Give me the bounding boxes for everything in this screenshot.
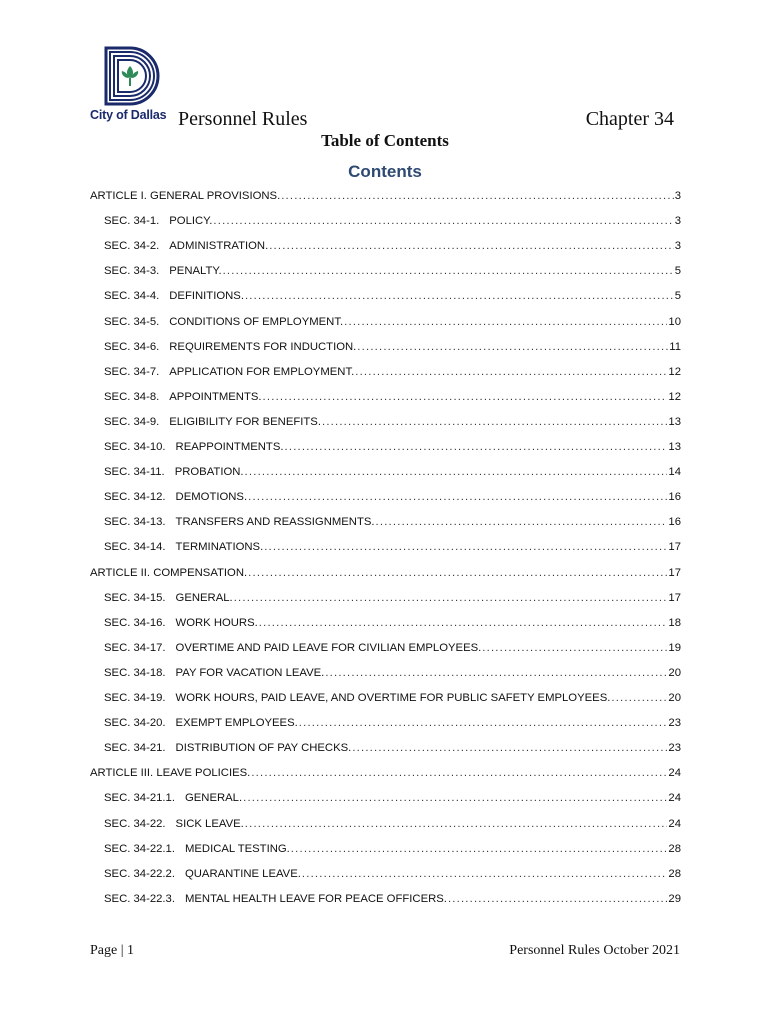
toc-entry-page: 13 <box>668 441 681 453</box>
toc-entry-number: SEC. 34-4. <box>104 290 160 303</box>
toc-entry-page: 16 <box>668 516 681 529</box>
toc-entry-page: 14 <box>668 466 681 479</box>
toc-entry[interactable] <box>90 893 681 911</box>
contents-heading: Contents <box>348 162 422 181</box>
toc-entry-page: 12 <box>668 390 681 403</box>
toc-leader-dots <box>251 767 667 779</box>
toc-entry-title: ARTICLE I. GENERAL PROVISIONS. <box>90 190 281 202</box>
toc-entry[interactable] <box>90 366 681 384</box>
toc-entry-page: 3 <box>674 190 681 202</box>
toc-entry-number: SEC. 34-9. <box>104 415 160 428</box>
footer-edition: Personnel Rules October 2021 <box>509 943 680 958</box>
toc-entry[interactable] <box>90 792 681 810</box>
toc-entry[interactable] <box>90 391 681 409</box>
toc-leader-dots <box>355 366 667 378</box>
toc-entry-title: PENALTY. <box>169 265 222 278</box>
toc-entry-page: 5 <box>674 265 681 278</box>
toc-leader-dots <box>263 391 668 403</box>
toc-entry-number: SEC. 34-18. <box>104 666 166 679</box>
toc-entry[interactable] <box>90 416 681 434</box>
toc-leader-dots <box>357 341 668 353</box>
toc-entry-title: QUARANTINE LEAVE. <box>184 867 301 880</box>
toc-entry[interactable] <box>90 215 681 233</box>
toc-entry-title: ARTICLE II. COMPENSATION. <box>90 566 248 579</box>
document-title: Personnel Rules <box>178 108 308 130</box>
toc-entry-number: SEC. 34-22.1. <box>104 842 175 855</box>
toc-leader-dots <box>281 190 673 202</box>
toc-entry-title: REQUIREMENTS FOR INDUCTION. <box>169 340 357 353</box>
toc-entry-title: WORK HOURS, PAID LEAVE, AND OVERTIME FOR PUBLIC SAFETY EMPLOYEES. <box>175 692 611 704</box>
city-of-dallas-logo-icon <box>100 44 164 108</box>
toc-entry[interactable] <box>90 617 681 635</box>
toc-entry-page: 12 <box>668 365 681 378</box>
toc-leader-dots <box>245 466 668 478</box>
toc-entry-number: SEC. 34-21. <box>104 742 166 755</box>
toc-entry[interactable] <box>90 868 681 886</box>
toc-entry-number: SEC. 34-13. <box>104 516 166 529</box>
toc-entry-title: REAPPOINTMENTS. <box>175 441 284 453</box>
toc-entry[interactable] <box>90 316 681 334</box>
page-number: Page | 1 <box>90 943 135 958</box>
toc-entry-title: PROBATION. <box>174 466 244 479</box>
toc-entry-title: GENERAL. <box>184 792 243 805</box>
toc-entry-page: 29 <box>668 892 681 905</box>
toc-entry-page: 10 <box>668 315 681 328</box>
toc-leader-dots <box>376 516 668 528</box>
toc-leader-dots <box>299 717 668 729</box>
toc-leader-dots <box>213 215 673 227</box>
toc-entry-number: SEC. 34-17. <box>104 641 166 654</box>
toc-entry[interactable] <box>90 818 681 836</box>
toc-entry-page: 13 <box>668 415 681 428</box>
toc-entry-number: SEC. 34-3. <box>104 265 160 278</box>
toc-entry[interactable] <box>90 466 681 484</box>
toc-entry-number: SEC. 34-22.2. <box>104 867 175 880</box>
toc-entry-number: SEC. 34-2. <box>104 240 160 253</box>
toc-entry-page: 17 <box>668 591 681 604</box>
toc-entry[interactable] <box>90 265 681 283</box>
toc-entry-page: 5 <box>674 290 681 303</box>
toc-leader-dots <box>352 742 667 754</box>
toc-entry[interactable] <box>90 742 681 760</box>
toc-entry-title: DEMOTIONS. <box>175 491 248 504</box>
toc-entry-title: SICK LEAVE. <box>175 817 244 830</box>
toc-leader-dots <box>611 692 667 704</box>
toc-entry-page: 20 <box>668 692 681 704</box>
toc-entry-number: SEC. 34-1. <box>104 215 160 228</box>
toc-entry-title: GENERAL. <box>175 591 233 604</box>
toc-leader-dots <box>245 818 668 830</box>
toc-leader-dots <box>248 491 667 503</box>
toc-entry-title: CONDITIONS OF EMPLOYMENT. <box>169 315 344 328</box>
toc-entry-page: 17 <box>668 566 681 579</box>
toc-entry-title: ELIGIBILITY FOR BENEFITS. <box>169 415 321 428</box>
toc-entry[interactable] <box>90 190 681 208</box>
toc-entry-title: WORK HOURS. <box>175 616 258 629</box>
toc-entry-title: APPOINTMENTS. <box>169 390 262 403</box>
toc-leader-dots <box>259 617 668 629</box>
toc-entry-number: SEC. 34-10. <box>104 441 166 453</box>
toc-entry-page: 3 <box>674 215 681 228</box>
toc-entry-title: TERMINATIONS. <box>175 541 264 554</box>
toc-entry[interactable] <box>90 767 681 785</box>
toc-entry-title: APPLICATION FOR EMPLOYMENT. <box>169 365 355 378</box>
toc-entry-number: SEC. 34-15. <box>104 591 166 604</box>
toc-entry[interactable] <box>90 290 681 308</box>
toc-entry-page: 20 <box>668 666 681 679</box>
toc-leader-dots <box>243 792 667 804</box>
toc-leader-dots <box>269 240 673 252</box>
toc-entry-number: SEC. 34-16. <box>104 616 166 629</box>
toc-entry-number: SEC. 34-12. <box>104 491 166 504</box>
toc-entry[interactable] <box>90 667 681 685</box>
toc-entry-number: SEC. 34-14. <box>104 541 166 554</box>
toc-entry-page: 24 <box>668 792 681 805</box>
toc-leader-dots <box>264 541 667 553</box>
toc-entry-number: SEC. 34-5. <box>104 315 160 328</box>
toc-entry[interactable] <box>90 567 681 585</box>
toc-leader-dots <box>285 441 668 453</box>
toc-entry-number: SEC. 34-7. <box>104 365 160 378</box>
toc-entry-page: 16 <box>668 491 681 504</box>
toc-entry-page: 24 <box>668 817 681 830</box>
toc-entry-number: SEC. 34-20. <box>104 717 166 730</box>
toc-entry[interactable] <box>90 516 681 534</box>
toc-entry-number: SEC. 34-8. <box>104 390 160 403</box>
toc-leader-dots <box>325 667 667 679</box>
toc-entry[interactable] <box>90 692 681 710</box>
toc-entry-page: 28 <box>668 867 681 880</box>
toc-entry-page: 11 <box>669 340 681 353</box>
toc-entry-page: 18 <box>668 616 681 629</box>
toc-entry[interactable] <box>90 541 681 559</box>
toc-leader-dots <box>302 868 668 880</box>
toc-leader-dots <box>291 843 668 855</box>
toc-entry-page: 23 <box>668 717 681 730</box>
toc-entry-title: ARTICLE III. LEAVE POLICIES. <box>90 767 251 780</box>
toc-entry-title: EXEMPT EMPLOYEES. <box>175 717 298 730</box>
toc-entry[interactable] <box>90 240 681 258</box>
toc-entry-number: SEC. 34-22.3. <box>104 892 175 905</box>
toc-entry-number: SEC. 34-19. <box>104 692 166 704</box>
toc-entry[interactable] <box>90 642 681 660</box>
toc-leader-dots <box>448 893 667 905</box>
toc-entry-title: DISTRIBUTION OF PAY CHECKS. <box>175 742 352 755</box>
toc-entry-title: MEDICAL TESTING. <box>184 842 290 855</box>
toc-entry-title: MENTAL HEALTH LEAVE FOR PEACE OFFICERS. <box>184 892 447 905</box>
toc-entry-page: 28 <box>668 842 681 855</box>
toc-entry[interactable] <box>90 592 681 610</box>
toc-leader-dots <box>223 265 674 277</box>
toc-entry-page: 17 <box>668 541 681 554</box>
toc-leader-dots <box>248 567 667 579</box>
toc-entry-title: PAY FOR VACATION LEAVE. <box>175 666 325 679</box>
toc-entry[interactable] <box>90 491 681 509</box>
toc-entry-title: POLICY. <box>169 215 213 228</box>
toc-entry[interactable] <box>90 441 681 459</box>
toc-entry-page: 24 <box>668 767 681 780</box>
toc-leader-dots <box>234 592 668 604</box>
toc-entry-title: ADMINISTRATION. <box>169 240 269 253</box>
chapter-label: Chapter 34 <box>585 108 674 130</box>
toc-entry[interactable] <box>90 717 681 735</box>
toc-entry-title: DEFINITIONS. <box>169 290 244 303</box>
toc-title: Table of Contents <box>321 131 449 150</box>
toc-leader-dots <box>482 642 667 654</box>
toc-entry-page: 23 <box>668 742 681 755</box>
toc-entry-number: SEC. 34-21.1. <box>104 792 175 805</box>
toc-entry-number: SEC. 34-11. <box>104 466 165 479</box>
toc-entry[interactable] <box>90 843 681 861</box>
toc-entry-number: SEC. 34-22. <box>104 817 166 830</box>
toc-entry-title: OVERTIME AND PAID LEAVE FOR CIVILIAN EMPLOYEES. <box>175 641 482 654</box>
logo-text: City of Dallas <box>90 108 167 122</box>
toc-leader-dots <box>322 416 667 428</box>
toc-entry-page: 19 <box>668 641 681 654</box>
toc-entry[interactable] <box>90 341 681 359</box>
toc-entry-page: 3 <box>674 240 681 253</box>
toc-entry-number: SEC. 34-6. <box>104 340 160 353</box>
toc-leader-dots <box>344 316 667 328</box>
toc-leader-dots <box>245 290 674 302</box>
toc-entry-title: TRANSFERS AND REASSIGNMENTS. <box>175 516 375 529</box>
